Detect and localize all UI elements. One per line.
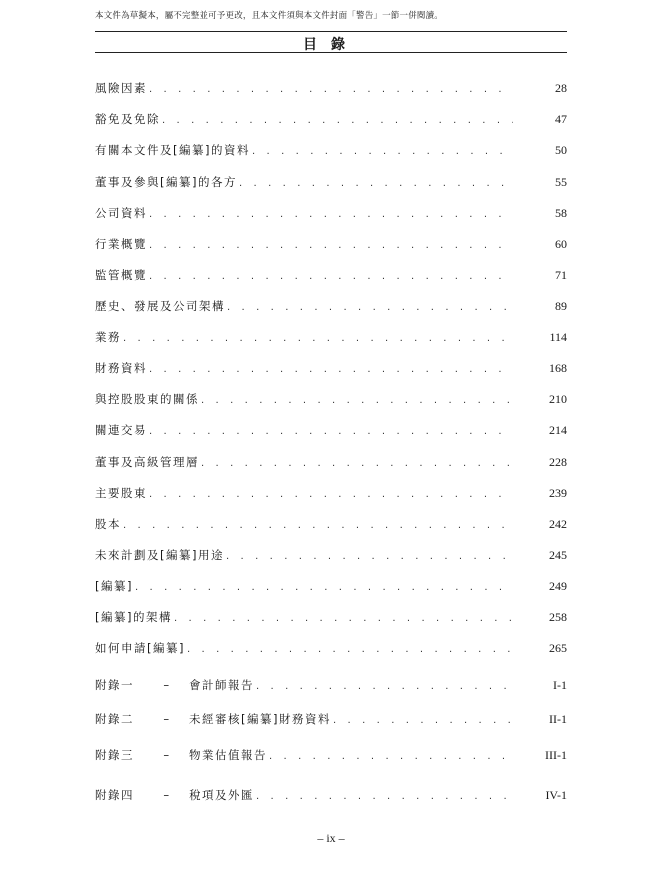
- entry-page-number: 71: [555, 268, 567, 282]
- entry-page-number: 28: [555, 81, 567, 95]
- toc-entry[interactable]: [95, 174, 567, 192]
- dot-leader: [123, 520, 513, 531]
- toc-entry[interactable]: [95, 609, 567, 627]
- dot-leader: [123, 333, 513, 344]
- appendix-code: 附錄一: [95, 678, 134, 692]
- entry-label: [編纂]: [95, 579, 133, 593]
- dot-leader: [226, 551, 513, 562]
- entry-label: 歷史、發展及公司架構: [95, 299, 225, 313]
- toc-entry[interactable]: [95, 516, 567, 534]
- toc-entry[interactable]: [95, 422, 567, 440]
- entry-page-number: 265: [549, 641, 567, 655]
- dot-leader: [239, 178, 513, 189]
- appendix-page-number: III-1: [545, 748, 567, 762]
- dot-leader: [162, 115, 513, 126]
- dot-leader: [149, 489, 513, 500]
- appendix-entry[interactable]: [95, 787, 567, 805]
- entry-label: 關連交易: [95, 423, 147, 437]
- entry-label: 未來計劃及[編纂]用途: [95, 548, 224, 562]
- dot-leader: [174, 613, 513, 624]
- appendix-label: 會計師報告: [189, 678, 254, 692]
- appendix-page-number: IV-1: [545, 788, 567, 802]
- dot-leader: [187, 644, 513, 655]
- dot-leader: [333, 715, 513, 726]
- toc-entry[interactable]: [95, 267, 567, 285]
- toc-entry[interactable]: [95, 236, 567, 254]
- entry-page-number: 258: [549, 610, 567, 624]
- entry-page-number: 60: [555, 237, 567, 251]
- toc-entry[interactable]: [95, 640, 567, 658]
- appendix-label: 物業估值報告: [189, 748, 267, 762]
- entry-label: 董事及參與[編纂]的各方: [95, 175, 237, 189]
- entry-label: 董事及高級管理層: [95, 455, 199, 469]
- appendix-page-number: II-1: [549, 712, 567, 726]
- entry-label: 如何申請[編纂]: [95, 641, 185, 655]
- toc-entry[interactable]: [95, 111, 567, 129]
- dot-leader: [149, 84, 513, 95]
- appendix-code: 附錄二: [95, 712, 134, 726]
- entry-label: 豁免及免除: [95, 112, 160, 126]
- entry-page-number: 89: [555, 299, 567, 313]
- toc-entry[interactable]: [95, 360, 567, 378]
- appendix-code: 附錄三: [95, 748, 134, 762]
- page-title: 目錄: [303, 37, 359, 53]
- toc-entry[interactable]: [95, 485, 567, 503]
- appendix-label: 稅項及外匯: [189, 788, 254, 802]
- page-number-footer: – ix –: [317, 831, 345, 845]
- appendix-entry[interactable]: [95, 711, 567, 729]
- draft-disclaimer: 本文件為草擬本，屬不完整並可予更改，且本文件須與本文件封面「警告」一節一併閱讀。: [95, 11, 444, 21]
- entry-page-number: 55: [555, 175, 567, 189]
- entry-label: 與控股股東的關係: [95, 392, 199, 406]
- entry-page-number: 114: [549, 330, 567, 344]
- entry-label: 監管概覽: [95, 268, 147, 282]
- entry-page-number: 214: [549, 423, 567, 437]
- toc-entry[interactable]: [95, 205, 567, 223]
- entry-page-number: 228: [549, 455, 567, 469]
- entry-page-number: 210: [549, 392, 567, 406]
- entry-page-number: 242: [549, 517, 567, 531]
- dot-leader: [149, 426, 513, 437]
- entry-label: 行業概覽: [95, 237, 147, 251]
- appendix-dash: –: [163, 788, 171, 802]
- entry-label: 股本: [95, 517, 121, 531]
- entry-page-number: 58: [555, 206, 567, 220]
- entry-page-number: 249: [549, 579, 567, 593]
- dot-leader: [201, 395, 513, 406]
- entry-label: [編纂]的架構: [95, 610, 172, 624]
- entry-page-number: 47: [555, 112, 567, 126]
- appendix-page-number: I-1: [553, 678, 567, 692]
- entry-page-number: 245: [549, 548, 567, 562]
- dot-leader: [256, 681, 513, 692]
- dot-leader: [135, 582, 513, 593]
- entry-page-number: 50: [555, 143, 567, 157]
- toc-entry[interactable]: [95, 391, 567, 409]
- entry-label: 公司資料: [95, 206, 147, 220]
- appendix-dash: –: [163, 748, 171, 762]
- dot-leader: [149, 271, 513, 282]
- toc-entry[interactable]: [95, 298, 567, 316]
- dot-leader: [227, 302, 513, 313]
- entry-label: 有關本文件及[編纂]的資料: [95, 143, 250, 157]
- appendix-dash: –: [163, 678, 171, 692]
- dot-leader: [256, 791, 513, 802]
- entry-label: 主要股東: [95, 486, 147, 500]
- dot-leader: [149, 209, 513, 220]
- appendix-entry[interactable]: [95, 747, 567, 765]
- entry-label: 業務: [95, 330, 121, 344]
- toc-entry[interactable]: [95, 454, 567, 472]
- dot-leader: [149, 364, 513, 375]
- toc-entry[interactable]: [95, 547, 567, 565]
- dot-leader: [201, 458, 513, 469]
- appendix-entry[interactable]: [95, 677, 567, 695]
- appendix-label: 未經審核[編纂]財務資料: [189, 712, 331, 726]
- entry-page-number: 239: [549, 486, 567, 500]
- table-of-contents: [95, 0, 567, 882]
- toc-entry[interactable]: [95, 80, 567, 98]
- entry-label: 風險因素: [95, 81, 147, 95]
- appendix-code: 附錄四: [95, 788, 134, 802]
- toc-entry[interactable]: [95, 578, 567, 596]
- dot-leader: [149, 240, 513, 251]
- entry-label: 財務資料: [95, 361, 147, 375]
- toc-entry[interactable]: [95, 142, 567, 160]
- entry-page-number: 168: [549, 361, 567, 375]
- dot-leader: [252, 146, 513, 157]
- appendix-dash: –: [163, 712, 171, 726]
- dot-leader: [269, 751, 513, 762]
- toc-entry[interactable]: [95, 329, 567, 347]
